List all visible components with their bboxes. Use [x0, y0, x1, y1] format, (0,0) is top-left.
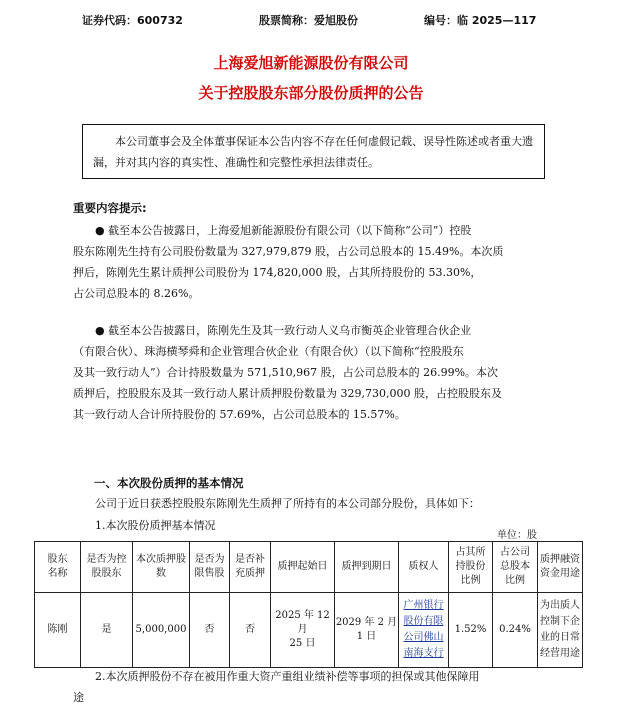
cell-line: 业的日常: [540, 632, 580, 643]
header-line: 占其所: [455, 547, 486, 558]
table-cell: [190, 593, 230, 668]
header-line: 是否为: [194, 554, 225, 565]
announcement-serial: 编号：临 2025—117: [424, 14, 537, 27]
table-row: [35, 593, 583, 668]
highlights-heading: 重要内容提示:: [73, 201, 147, 215]
header-line: 质权人: [408, 561, 439, 572]
cell-line: 5,000,000: [135, 624, 187, 635]
cell-line: 为出质人: [540, 600, 580, 611]
header-line: 股东: [47, 554, 68, 565]
board-guarantee-notice: 本公司董事会及全体董事保证本公告内容不存在任何虚假记载、误导性陈述或者重大遗漏，并对其内容的真实性、准确性和完整性承担法律责任。: [82, 124, 545, 179]
section-1-heading: 一、本次股份质押的基本情况: [94, 476, 244, 490]
cell-line: 南海支行: [403, 648, 444, 659]
cell-line: 否: [204, 624, 215, 635]
table-header-row: [35, 542, 583, 593]
cell-line: 陈刚: [47, 624, 68, 635]
table-cell: [335, 593, 399, 668]
subsection-2-line: 途: [73, 691, 84, 704]
cell-line: 2025 年 12 月: [275, 610, 330, 635]
header-line: 总股本: [500, 561, 530, 572]
cell-line: 控制下企: [540, 616, 580, 627]
table-cell: [35, 593, 81, 668]
table-header-cell: [35, 542, 81, 593]
table-cell: [271, 593, 335, 668]
company-title: 上海爱旭新能源股份有限公司: [213, 54, 409, 72]
announcement-title: 关于控股股东部分股份质押的公告: [198, 84, 424, 102]
cell-line: 股份有限: [403, 616, 444, 627]
bullet-2-line: 其一致行动人合计所持股份的 57.69%，占公司总股本的 15.57%。: [73, 408, 406, 421]
header-line: 是否补: [235, 554, 265, 565]
header-line: 质押融资: [540, 554, 580, 565]
table-header-cell: [449, 542, 493, 593]
cell-line: 广州银行: [403, 600, 444, 611]
header-line: 占公司: [500, 547, 530, 558]
cell-line: 2029 年 2 月: [335, 617, 398, 628]
bullet-2-line: 及其一致行动人”）合计持股数量为 571,510,967 股，占公司总股本的 26.99%。本次: [73, 366, 499, 379]
pledge-details-table: [34, 541, 583, 668]
bullet-1-line: 占公司总股本的 8.26%。: [73, 287, 200, 300]
highlight-bullet-1: [73, 220, 551, 304]
bullet-2-line: （有限合伙）、珠海横琴舜和企业管理合伙企业（有限合伙）（以下简称“控股股东: [73, 345, 464, 358]
unit-label: 单位：股: [497, 530, 537, 541]
table-header-cell: [493, 542, 538, 593]
table-header-cell: [399, 542, 449, 593]
cell-line: 0.24%: [499, 624, 531, 635]
table-header-cell: [335, 542, 399, 593]
header-line: 限售股: [194, 568, 225, 579]
table-header-cell: [133, 542, 190, 593]
highlight-bullet-2: [73, 320, 551, 425]
bullet-2-line: 质押后，控股股东及其一致行动人累计质押股份数量为 329,730,000 股，占控股股东及: [73, 387, 502, 400]
table-cell: [538, 593, 583, 668]
bullet-2-line: ● 截至本公告披露日，陈刚先生及其一致行动人义乌市衡英企业管理合伙企业: [95, 324, 472, 337]
cell-line: 是: [101, 624, 112, 635]
header-line: 股股东: [91, 568, 122, 579]
table-header-cell: [81, 542, 133, 593]
cell-line: 经营用途: [540, 648, 580, 659]
table-header-cell: [190, 542, 230, 593]
bullet-1-line: ● 截至本公告披露日，上海爱旭新能源股份有限公司（以下简称“公司”）控股: [95, 224, 472, 237]
subsection-2: [73, 666, 551, 708]
cell-line: 否: [245, 624, 255, 635]
header-line: 资金用途: [540, 568, 580, 579]
header-line: 本次质押股: [136, 554, 186, 565]
stock-short-name: 股票简称：爱旭股份: [259, 14, 358, 27]
table-header-cell: [271, 542, 335, 593]
table-cell: [81, 593, 133, 668]
header-line: 充质押: [235, 568, 265, 579]
header-line: 比例: [460, 575, 481, 586]
table-cell: [493, 593, 538, 668]
table-cell: [230, 593, 271, 668]
table-cell: [133, 593, 190, 668]
header-line: 比例: [505, 575, 525, 586]
header-line: 持股份: [455, 561, 486, 572]
table-cell: [449, 593, 493, 668]
subsection-1-title: 1.本次股份质押基本情况: [95, 519, 216, 532]
header-line: 是否为控: [86, 554, 127, 565]
header-line: 名称: [47, 568, 68, 579]
table-header-cell: [538, 542, 583, 593]
header-line: 数: [156, 568, 166, 579]
table-header-cell: [230, 542, 271, 593]
cell-line: 25 日: [289, 638, 316, 649]
stock-code: 证券代码：600732: [82, 14, 183, 27]
header-line: 质押起始日: [277, 561, 328, 572]
bullet-1-line: 股东陈刚先生持有公司股份数量为 327,979,879 股，占公司总股本的 15.49%。本次质: [73, 245, 504, 258]
bullet-1-line: 押后，陈刚先生累计质押公司股份为 174,820,000 股，占其所持股份的 53.30%，: [73, 266, 482, 279]
subsection-2-line: 2.本次质押股份不存在被用作重大资产重组业绩补偿等事项的担保或其他保障用: [95, 670, 480, 683]
cell-line: 1 日: [356, 631, 377, 642]
table-cell: [399, 593, 449, 668]
header-line: 质押到期日: [341, 561, 392, 572]
cell-line: 公司佛山: [403, 632, 444, 643]
section-1-intro: 公司于近日获悉控股股东陈刚先生质押了所持有的本公司部分股份，具体如下：: [95, 497, 480, 510]
cell-line: 1.52%: [454, 624, 487, 635]
